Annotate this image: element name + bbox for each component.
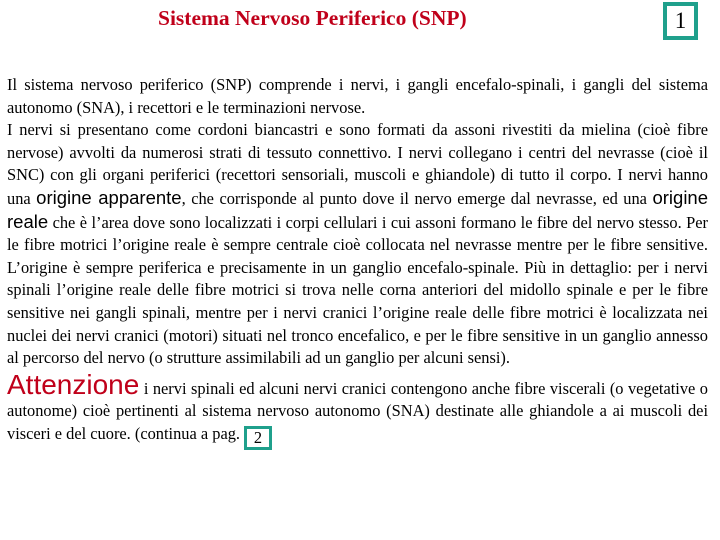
page-number-badge: 1 — [663, 2, 698, 40]
term-origine-reale: origine reale — [7, 186, 709, 232]
attention-label: Attenzione — [7, 368, 140, 400]
attention-paragraph — [7, 370, 708, 450]
attention-text: i nervi spinali ed alcuni nervi cranici contengono anche fibre viscerali (o vegetative o autonome) cioè pertinenti al sistema nervoso autonomo (SNA) destinate alle ghiandole a ai muscoli dei visceri e del cuore. (continua a pag. — [7, 378, 708, 443]
nerves-text-part2: , che corrisponde al punto dove il nervo emerge dal nevrasse, ed una — [181, 188, 653, 208]
intro-paragraph: Il sistema nervoso periferico (SNP) comprende i nervi, i gangli encefalo-spinali, i gangli del sistema autonomo (SNA), i recettori e le terminazioni nervose. — [7, 75, 708, 117]
document-body — [7, 74, 708, 450]
page-title: Sistema Nervoso Periferico (SNP) — [158, 6, 467, 30]
nerves-text-part3: che è l’area dove sono localizzati i corpi cellulari i cui assoni formano le fibre del nervo stesso. Per le fibre motrici l’origine reale è sempre centrale cioè collocata nel nevrasse mentre per le fibre sensitive. L’origine è sempre periferica e precisamente in un ganglio encefalo-spinale. Più in dettaglio: per i nervi spinali l’origine reale delle fibre motrici si trova nelle corna anteriori del midollo spinale e per le fibre sensitive nei gangli spinali, mentre per i nervi cranici l’origine reale delle fibre motrici è localizzata nei nuclei dei nervi cranici (motori) situati nel tronco encefalico, e per le fibre sensitive in un ganglio annesso al percorso del nervo (o strutture assimilabili ad un ganglio per alcuni sensi). — [7, 212, 708, 368]
next-page-link[interactable]: 2 — [244, 426, 272, 450]
nerves-text-part1: I nervi si presentano come cordoni biancastri e sono formati da assoni rivestiti da mielina (cioè fibre nervose) avvolti da numerosi strati di tessuto connettivo. I nervi collegano i centri del nevrasse (cioè il SNC) con gli organi periferici (recettori sensoriali, muscoli e ghiandole) di tutto il corpo. I nervi hanno una — [7, 120, 708, 208]
term-origine-apparente: origine apparente — [36, 186, 182, 208]
nerves-paragraph — [7, 119, 708, 370]
